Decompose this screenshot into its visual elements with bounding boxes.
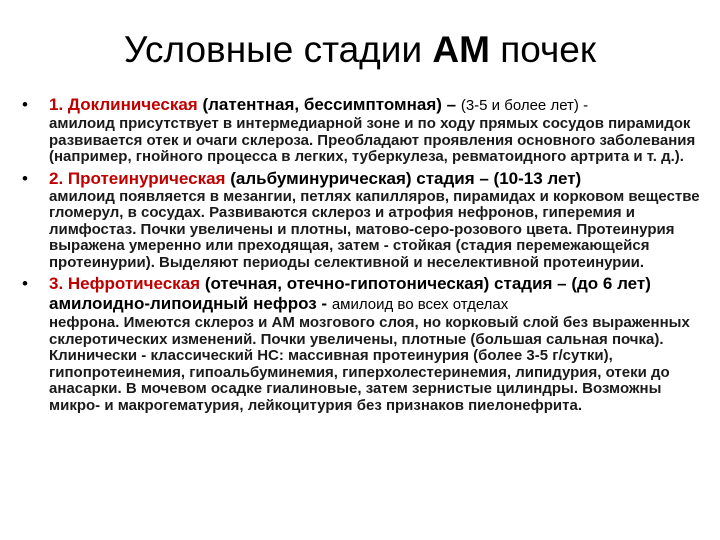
bullet-icon: • — [22, 274, 28, 293]
bullet-icon: • — [22, 95, 28, 114]
list-item — [22, 95, 708, 166]
stage-name: 1. Доклиническая — [49, 95, 198, 114]
page-title — [0, 28, 720, 72]
stage-qualifier: (латентная, бессимптомная) – — [202, 95, 457, 114]
title-prefix: Условные стадии — [123, 29, 433, 70]
stage-heading — [49, 95, 708, 116]
stage-text: нефрона. Имеются склероз и АМ мозгового слоя, но корковый слой без выраженных склеротических изменений. Почки увеличены, плотные (большая сальная почка). Клинически - классический НС: массивная протеинурия (более 3-5 г/сутки), гипопротеинемия, гипоальбуминемия, гиперхолестеринемия, липидурия, отеки до анасарки. В мочевом осадке гиалиновые, затем зернистые цилиндры. Возможны микро- и макрогематурия, лейкоцитурия без признаков пиелонефрита. — [49, 314, 690, 414]
stage-heading — [49, 274, 708, 315]
stage-qualifier: (альбуминурическая) стадия – (10-13 лет) — [230, 168, 582, 188]
stage-duration: (3-5 и более лет) - — [460, 97, 589, 114]
stage-duration: амилоид во всех отделах — [331, 296, 509, 313]
stage-list — [22, 95, 708, 414]
list-item — [22, 274, 708, 414]
stage-text: амилоид появляется в мезангии, петлях капилляров, пирамидах и корковом веществе гломерул, в сосудах. Развиваются склероз и атрофия нефронов, гиперемия и лимфостаз. Почки увеличены и плотны, матово-серо-розового цвета. Протеинурия выражена умеренно или преходящая, затем - стойкая (стадия перемежающейся протеинурии). Выделяют периоды селективной и неселективной протеинурии. — [49, 187, 700, 271]
title-suffix: почек — [489, 29, 597, 70]
list-item — [22, 169, 708, 272]
stage-qualifier: (отечная, отечно-гипотоническая) стадия – (до 6 лет) амилоидно-липоидный нефроз - — [49, 274, 651, 313]
stage-name: 3. Нефротическая — [49, 274, 201, 293]
stage-text: амилоид присутствует в интермедиарной зоне и по ходу прямых сосудов пирамидок развивается отек и очаги склероза. Преобладают проявления основного заболевания (например, гнойного процесса в легких, туберкулеза, ревматоидного артрита и т. д.). — [49, 115, 696, 165]
stage-name: 2. Протеинурическая — [49, 168, 226, 188]
title-bold: АМ — [432, 29, 490, 70]
stage-heading — [49, 169, 708, 189]
bullet-icon: • — [22, 168, 28, 188]
